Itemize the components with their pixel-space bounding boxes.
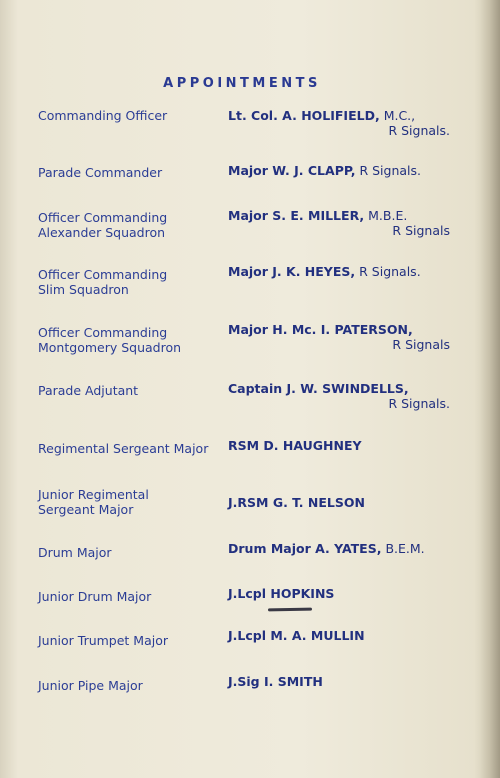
role-junior-pipe-major: Junior Pipe Major (38, 678, 143, 693)
name-oc-montgomery-squadron: Major H. Mc. I. PATERSON, R Signals (228, 322, 450, 352)
name-junior-drum-major: J.Lcpl HOPKINS (228, 586, 335, 601)
name-oc-alexander-squadron: Major S. E. MILLER, M.B.E. R Signals (228, 208, 450, 238)
role-parade-commander: Parade Commander (38, 165, 163, 180)
name-regimental-sergeant-major: RSM D. HAUGHNEY (228, 438, 362, 453)
role-commanding-officer: Commanding Officer (38, 108, 168, 123)
role-junior-regimental-sergeant-major: Junior Regimental Sergeant Major (38, 487, 149, 517)
name-parade-adjutant: Captain J. W. SWINDELLS, R Signals. (228, 381, 450, 411)
role-oc-slim-squadron: Officer Commanding Slim Squadron (38, 267, 168, 297)
name-oc-slim-squadron: Major J. K. HEYES, R Signals. (228, 264, 421, 279)
role-oc-montgomery-squadron: Officer Commanding Montgomery Squadron (38, 325, 182, 355)
role-parade-adjutant: Parade Adjutant (38, 383, 139, 398)
page-heading: APPOINTMENTS (163, 76, 321, 91)
page-spine-shadow (474, 0, 500, 778)
name-commanding-officer: Lt. Col. A. HOLIFIELD, M.C., R Signals. (228, 108, 450, 138)
name-parade-commander: Major W. J. CLAPP, R Signals. (228, 163, 421, 178)
name-junior-regimental-sergeant-major: J.RSM G. T. NELSON (228, 495, 365, 510)
name-junior-pipe-major: J.Sig I. SMITH (228, 674, 323, 689)
role-drum-major: Drum Major (38, 545, 112, 560)
role-junior-drum-major: Junior Drum Major (38, 589, 152, 604)
role-junior-trumpet-major: Junior Trumpet Major (38, 633, 169, 648)
pen-underline-mark (268, 608, 312, 612)
name-drum-major: Drum Major A. YATES, B.E.M. (228, 541, 425, 556)
name-junior-trumpet-major: J.Lcpl M. A. MULLIN (228, 628, 365, 643)
role-regimental-sergeant-major: Regimental Sergeant Major (38, 441, 209, 456)
role-oc-alexander-squadron: Officer Commanding Alexander Squadron (38, 210, 168, 240)
